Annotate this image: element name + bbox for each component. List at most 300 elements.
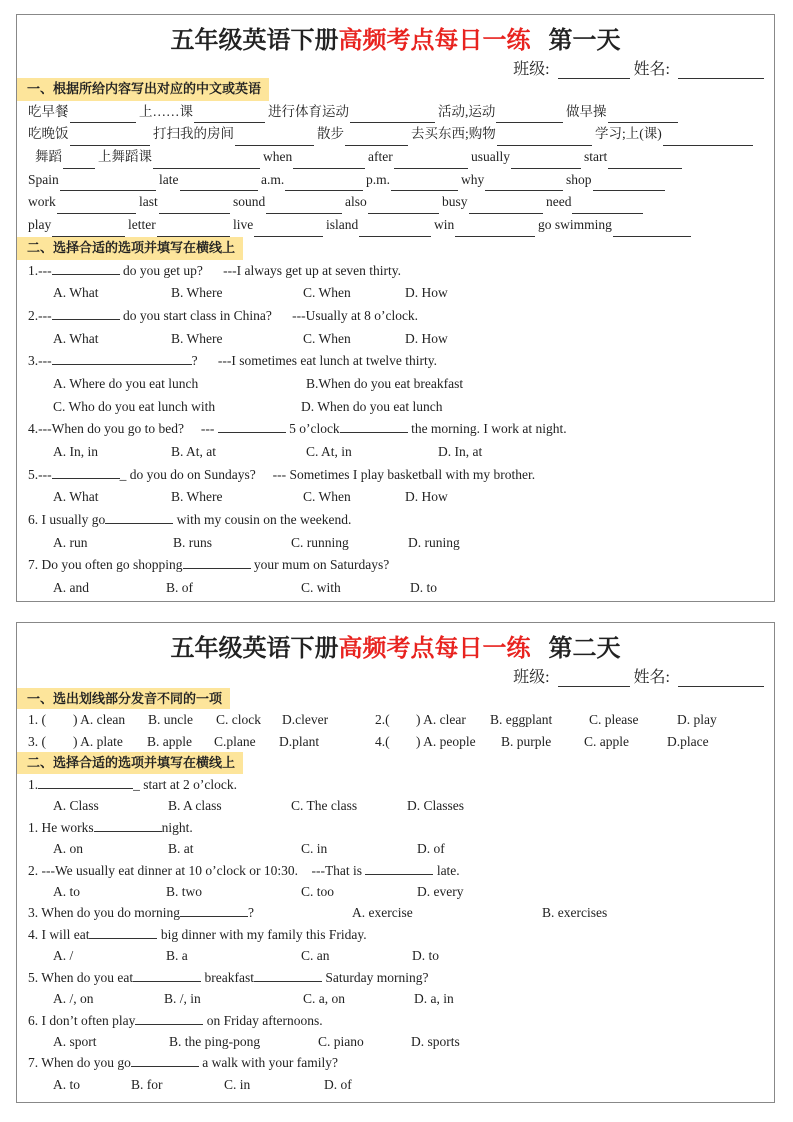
vocab-word: sound [233,194,266,210]
class-label: 班级: [513,669,550,686]
vocab-item [595,123,753,146]
vocab-row [17,146,774,169]
vocab-word: Spain [28,171,59,187]
answer-blank[interactable] [485,176,563,191]
worksheet-day-2 [16,622,775,1103]
vocab-item [28,214,125,237]
option: C. When [303,489,351,505]
vocab-item [411,123,592,146]
vocab-item [35,146,95,169]
options-row [17,577,774,600]
answer-blank[interactable] [359,222,431,237]
option: B. At, at [171,444,217,459]
option: D. runing [408,534,460,550]
question-part: ? ---I sometimes eat lunch at twelve thirty. [191,353,438,369]
question [17,260,774,283]
question [17,554,774,577]
vocab-item [368,146,468,169]
option: D. How [405,330,448,346]
vocab-item [153,123,314,146]
option: B. Where [171,330,223,346]
option: C. a, on [303,991,345,1007]
answer-blank[interactable] [133,969,201,982]
title-highlight: 高频考点每日一练 [338,28,531,54]
answer-blank[interactable] [663,131,753,146]
vocab-word: 上……课 [139,103,193,119]
vocab-word: start [584,149,608,165]
option: A. exercise [352,905,413,921]
question [17,509,774,532]
question-part: 7. When do you go [28,1055,131,1071]
question-text [28,860,460,881]
option: ) A. clear [416,712,466,728]
option: B. exercises [542,905,608,921]
answer-blank[interactable] [105,511,173,524]
answer-blank[interactable] [94,819,162,832]
question [17,350,774,373]
option: B. eggplant [490,712,553,728]
question-part: 2.--- [28,307,52,323]
option: B. runs [173,534,213,550]
question [17,1010,774,1031]
section-header [17,78,774,101]
option: C. in [301,841,328,857]
title-main: 五年级英语下册 [170,636,339,662]
answer-blank[interactable] [285,176,363,191]
question-text [28,817,193,838]
question-text [28,464,535,487]
vocab-item [434,214,535,237]
option: D. How [405,489,448,505]
vocab-word: why [461,171,485,187]
vocab-row [17,169,774,192]
question-part: 2. ---We usually eat dinner at 10 o’clock or 10:30. ---That is [28,862,366,878]
question-part: 5 o’clock [285,421,340,437]
title-day: 第一天 [548,28,621,54]
answer-blank[interactable] [593,176,665,191]
option: C.plane [214,733,256,749]
vocab-item [317,123,408,146]
answer-blank[interactable] [469,199,543,214]
answer-blank[interactable] [63,154,95,169]
vocab-item [268,101,435,124]
question-part: 1. He works [28,819,94,835]
vocab-word: work [28,194,56,210]
question-text [28,350,437,373]
option: A. /, on [53,991,94,1007]
option: D. In, at [438,444,483,459]
option: A. What [53,489,99,505]
question-text [28,418,567,441]
vocab-word: island [326,217,359,233]
question [17,418,774,441]
question-part: 5. When do you eat [28,969,134,985]
option: D. sports [411,1034,460,1049]
answer-blank[interactable] [496,108,563,123]
vocab-word: 打扫我的房间 [153,126,234,142]
option: C. in [224,1076,251,1092]
section-title: 二、选择合适的选项并填写在横线上 [17,752,243,773]
options-row [17,795,774,816]
vocab-item [461,169,563,192]
option: B. uncle [148,712,193,728]
options-row [17,396,774,419]
worksheet-lines [17,688,774,1095]
question [17,902,774,923]
answer-blank[interactable] [135,1012,203,1025]
question [17,967,774,988]
option: A. In, in [53,444,98,459]
vocab-word: a.m. [261,171,285,187]
question [17,924,774,945]
options-row [17,731,774,752]
answer-blank[interactable] [180,904,248,917]
question-text [28,509,351,532]
option: ) A. plate [73,733,123,749]
vocab-word: 去买东西;购物 [411,126,496,142]
vocab-word: shop [566,171,592,187]
answer-blank[interactable] [57,199,136,214]
option: C. The class [291,798,358,814]
option: D. to [410,580,437,596]
options-row [17,838,774,859]
option: A. What [53,330,99,346]
vocab-item [442,191,543,214]
option: B. of [166,580,193,596]
vocab-word: last [139,194,158,210]
option: B. A class [168,798,222,814]
option: 3. ( [28,733,46,749]
option: C. too [301,883,335,899]
answer-blank[interactable] [365,862,433,875]
student-info [513,664,764,687]
question-text [28,305,418,328]
answer-blank[interactable] [52,262,120,275]
answer-blank[interactable] [70,131,151,146]
question-part: 7. Do you often go shopping [28,557,183,573]
name-field[interactable] [678,64,764,79]
answer-blank[interactable] [194,108,265,123]
question-part: 1.--- [28,262,52,278]
section-title: 一、根据所给内容写出对应的中文或英语 [17,78,269,101]
option: C. Who do you eat lunch with [53,398,216,414]
question [17,860,774,881]
answer-blank[interactable] [60,176,156,191]
answer-blank[interactable] [159,199,230,214]
title-gap [531,28,549,54]
option: 1. ( [28,712,46,728]
vocab-item [263,146,365,169]
question-part: _ do you do on Sundays? --- Sometimes I play basketball with my brother. [119,466,536,482]
title-highlight: 高频考点每日一练 [338,636,531,662]
vocab-word: letter [128,217,156,233]
vocab-item [366,169,458,192]
section-title: 二、选择合适的选项并填写在横线上 [17,237,243,260]
answer-blank[interactable] [254,969,322,982]
vocab-word: 做早操 [566,103,607,119]
option: D. a, in [414,991,454,1007]
answer-blank[interactable] [293,154,365,169]
option: 4.( [375,733,390,749]
answer-blank[interactable] [608,108,679,123]
option: C. At, in [306,444,352,459]
name-label: 姓名: [633,61,670,78]
answer-blank[interactable] [350,108,435,123]
name-label: 姓名: [633,669,670,686]
vocab-row [17,191,774,214]
vocab-word: 散步 [317,126,344,142]
answer-blank[interactable] [52,466,120,479]
vocab-item [128,214,230,237]
vocab-word: usually [471,149,510,165]
answer-blank[interactable] [131,1054,199,1067]
answer-blank[interactable] [266,199,342,214]
question-part: your mum on Saturdays? [250,557,390,573]
option: B. at [168,841,194,857]
vocab-item [139,101,265,124]
question [17,1052,774,1073]
question-part: on Friday afternoons. [203,1012,323,1028]
vocab-word: 活动,运动 [438,103,496,119]
section-header [17,752,774,773]
vocab-item [28,191,136,214]
vocab-word: play [28,217,52,233]
title-gap [531,636,549,662]
question-part: _ start at 2 o’clock. [133,776,237,792]
answer-blank[interactable] [235,131,314,146]
question-part: late. [433,862,460,878]
vocab-word: also [345,194,367,210]
option: C. clock [216,712,261,728]
class-field[interactable] [558,672,630,687]
answer-blank[interactable] [70,108,137,123]
question-part: 1. [28,776,39,792]
question-part: 4.---When do you go to bed? --- [28,421,218,437]
answer-blank[interactable] [89,926,157,939]
options-row [17,282,774,305]
options-row [17,328,774,351]
answer-blank[interactable] [340,420,408,433]
option: B. Where [171,285,223,301]
vocab-item [538,214,691,237]
question-part: 6. I usually go [28,512,106,528]
option: C. apple [584,733,629,749]
options-row [17,441,774,464]
option: A. to [53,1076,80,1092]
question-part: ? [248,905,254,921]
vocab-word: 舞蹈 [35,149,62,165]
option: D.place [667,733,709,749]
worksheet-day-1 [16,14,775,602]
question-part: with my cousin on the weekend. [173,512,352,528]
answer-blank[interactable] [52,307,120,320]
option: A. Class [53,798,99,814]
section-header [17,688,774,709]
answer-blank[interactable] [455,222,535,237]
option: ) A. clean [73,712,126,728]
question [17,774,774,795]
answer-blank[interactable] [254,222,323,237]
option: D.plant [279,733,320,749]
vocab-item [566,101,678,124]
vocab-word: 吃晚饭 [28,126,69,142]
answer-blank[interactable] [218,420,286,433]
answer-blank[interactable] [153,154,260,169]
option: A. / [53,948,74,964]
option: D. When do you eat lunch [301,398,443,414]
vocab-item [326,214,431,237]
options-row [17,709,774,730]
question-text [28,260,401,283]
vocab-item [98,146,260,169]
vocab-item [28,169,156,192]
option: B. two [166,883,203,899]
vocab-word: live [233,217,254,233]
vocab-word: 学习;上(课) [595,126,662,142]
answer-blank[interactable] [497,131,592,146]
option: D. of [324,1076,352,1092]
question-part: 3.--- [28,353,52,369]
option: B. for [131,1076,163,1092]
question-part: do you get up? ---I always get up at seven thirty. [119,262,402,278]
worksheet-lines [17,78,774,600]
vocab-item [345,191,439,214]
answer-blank[interactable] [38,776,133,789]
answer-blank[interactable] [391,176,458,191]
option: B.When do you eat breakfast [306,375,464,391]
vocab-item [233,191,342,214]
question-part: 4. I will eat [28,926,90,942]
options-row [17,486,774,509]
option: B. /, in [164,991,201,1007]
vocab-word: after [368,149,393,165]
option: A. to [53,883,80,899]
option: D. of [417,841,445,857]
question-text [28,967,428,988]
question-text [28,902,254,923]
option: C. When [303,330,351,346]
question [17,817,774,838]
option: C. piano [318,1034,364,1049]
option: D. to [412,948,439,964]
vocab-item [471,146,581,169]
option: C. with [301,580,341,596]
vocab-word: busy [442,194,468,210]
vocab-word: 吃早餐 [28,103,69,119]
vocab-item [584,146,682,169]
vocab-word: 上舞蹈课 [98,149,152,165]
title-day: 第二天 [548,636,621,662]
answer-blank[interactable] [183,556,251,569]
options-row [17,945,774,966]
question-part: 5.--- [28,466,52,482]
answer-blank[interactable] [394,154,468,169]
option: B. Where [171,489,223,505]
option: D. Classes [407,798,464,814]
option: C. please [589,712,639,728]
vocab-row [17,123,774,146]
question-part: 3. When do you do morning [28,905,180,921]
option: A. and [53,580,89,596]
option: B. the ping-pong [169,1034,261,1049]
question [17,305,774,328]
answer-blank[interactable] [157,222,230,237]
question-text [28,774,237,795]
vocab-item [28,101,136,124]
vocab-word: need [546,194,572,210]
question-part: night. [161,819,193,835]
answer-blank[interactable] [345,131,408,146]
vocab-word: p.m. [366,171,391,187]
vocab-word: late [159,171,179,187]
vocab-word: win [434,217,455,233]
title-main: 五年级英语下册 [170,28,339,54]
answer-blank[interactable] [368,199,439,214]
vocab-word: 进行体育运动 [268,103,349,119]
option: D. How [405,285,448,301]
question-part: do you start class in China? ---Usually at 8 o’clock. [119,307,419,323]
option: D. play [677,712,717,728]
options-row [17,373,774,396]
vocab-item [233,214,323,237]
question-part: breakfast [201,969,254,985]
options-row [17,1031,774,1052]
option: D.clever [282,712,329,728]
answer-blank[interactable] [180,176,259,191]
answer-blank[interactable] [52,352,192,365]
option: B. a [166,948,188,964]
name-field[interactable] [678,672,764,687]
vocab-item [28,123,150,146]
section-header [17,237,774,260]
option: D. every [417,883,464,899]
section-title: 一、选出划线部分发音不同的一项 [17,688,230,709]
question-part: big dinner with my family this Friday. [157,926,367,942]
vocab-item [261,169,363,192]
option: A. on [53,841,83,857]
vocab-row [17,101,774,124]
question-text [28,1052,338,1073]
question-part: Saturday morning? [321,969,429,985]
option: ) A. people [416,733,476,749]
worksheet-title [17,628,774,663]
option: B. apple [147,733,192,749]
option: A. run [53,534,88,550]
class-label: 班级: [513,61,550,78]
answer-blank[interactable] [52,222,125,237]
vocab-item [159,169,258,192]
vocab-item [566,169,665,192]
vocab-row [17,214,774,237]
question-text [28,554,389,577]
student-info [513,56,764,79]
vocab-item [139,191,230,214]
option: A. What [53,285,99,301]
answer-blank[interactable] [511,154,581,169]
worksheet-title [17,20,774,55]
question-part: 6. I don’t often play [28,1012,136,1028]
answer-blank[interactable] [608,154,682,169]
options-row [17,988,774,1009]
vocab-item [546,191,643,214]
option: A. sport [53,1034,97,1049]
class-field[interactable] [558,64,630,79]
answer-blank[interactable] [613,222,691,237]
answer-blank[interactable] [572,199,643,214]
question-text [28,924,367,945]
option: C. running [291,534,349,550]
option: 2.( [375,712,390,728]
